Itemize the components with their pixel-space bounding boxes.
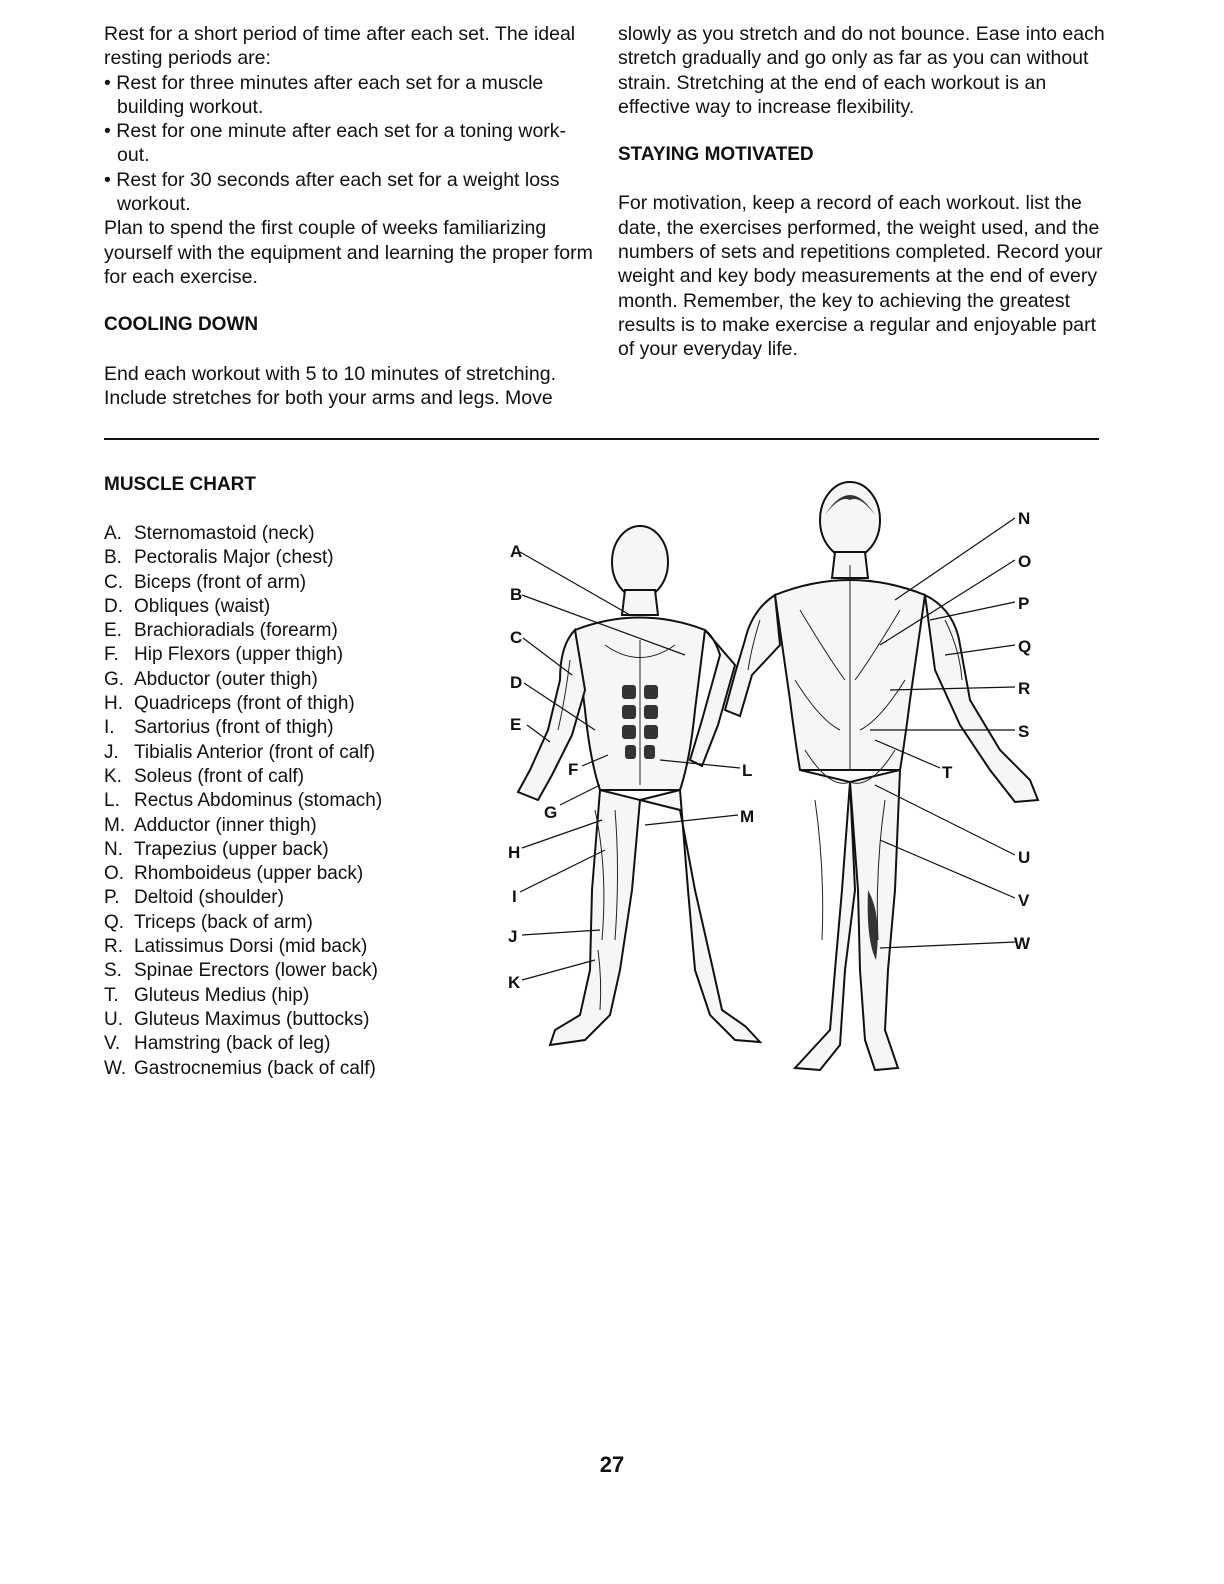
figure-label-s: S [1018,722,1030,741]
figure-label-p: P [1018,594,1030,613]
plan-paragraph: Plan to spend the first couple of weeks familiarizing yourself with the equipment and learning the proper form for each exercise. [104,217,593,288]
figure-labels [508,509,1031,992]
legend-item: O. Rhomboideus (upper back) [104,863,364,885]
legend-item: T. Gluteus Medius (hip) [104,984,310,1006]
stretch-paragraph: slowly as you stretch and do not bounce. Ease into each stretch gradually and go only as far as you can without strain. Stretching at the end of each workout is an effective way to increase flexibility. [618,23,1105,118]
legend-item: A. Sternomastoid (neck) [104,523,315,544]
legend-item: W. Gastrocnemius (back of calf) [104,1057,376,1079]
figure-label-r: R [1018,679,1031,698]
legend-item: B. Pectoralis Major (chest) [104,547,334,569]
legend-item: U. Gluteus Maximus (buttocks) [104,1008,370,1030]
legend-item: D. Obliques (waist) [104,595,271,617]
cooling-down-heading: COOLING DOWN [104,314,259,336]
back-body-figure [725,482,1038,1070]
legend-item: S. Spinae Erectors (lower back) [104,960,378,982]
figure-label-d: D [510,673,523,692]
rest-bullet-toning: • Rest for one minute after each set for a toning work- out. [104,120,567,167]
figure-label-t: T [942,763,953,782]
figure-label-v: V [1018,891,1030,910]
legend-item: V. Hamstring (back of leg) [104,1033,331,1055]
legend-item: F. Hip Flexors (upper thigh) [104,644,344,666]
figure-label-h: H [508,843,521,862]
legend-item: E. Brachioradials (forearm) [104,620,338,642]
legend-item: J. Tibialis Anterior (front of calf) [104,741,376,763]
legend-item: C. Biceps (front of arm) [104,571,307,593]
motivation-paragraph: For motivation, keep a record of each workout. list the date, the exercises performed, the weight used, and the numbers of sets and repetitions completed. Record your weight and key body measurements at the end of every month. Remember, the key to achieving the greatest results is to make exercise a regular and enjoyable part of your everyday life. [618,192,1103,361]
legend-item: R. Latissimus Dorsi (mid back) [104,936,368,958]
figure-label-m: M [740,807,755,826]
figure-label-k: K [508,973,521,992]
figure-label-b: B [510,585,523,604]
legend-item: G. Abductor (outer thigh) [104,668,318,690]
figure-label-g: G [544,803,558,822]
rest-bullet-weight-loss: • Rest for 30 seconds after each set for a weight loss workout. [104,168,560,216]
rest-intro: Rest for a short period of time after each set. The ideal resting periods are: [104,23,576,70]
figure-label-j: J [508,927,518,946]
right-column [618,22,1108,362]
legend-item: I. Sartorius (front of thigh) [104,717,334,739]
figure-label-c: C [510,628,523,647]
figure-label-l: L [742,761,753,780]
legend-item: L. Rectus Abdominus (stomach) [104,790,383,812]
legend-item: M. Adductor (inner thigh) [104,814,317,836]
figure-label-f: F [568,760,579,779]
cooling-down-text: End each workout with 5 to 10 minutes of stretching. Include stretches for both your arms and legs. Move [104,362,556,409]
legend-item: N. Trapezius (upper back) [104,838,329,860]
figure-label-i: I [512,887,517,906]
muscle-chart-heading: MUSCLE CHART [104,474,256,495]
figure-label-e: E [510,715,522,734]
left-column [104,22,594,410]
muscle-figure-illustration [490,470,1070,1090]
muscle-legend [104,522,382,1081]
figure-label-w: W [1014,934,1031,953]
rest-bullet-muscle: • Rest for three minutes after each set for a muscle building workout. [104,71,544,118]
figure-label-q: Q [1018,637,1032,656]
page-number: 27 [599,1452,625,1477]
section-divider [104,438,1099,440]
legend-item: P. Deltoid (shoulder) [104,887,284,909]
figure-label-a: A [510,542,523,561]
legend-item: K. Soleus (front of calf) [104,765,305,787]
staying-motivated-heading: STAYING MOTIVATED [618,144,814,166]
front-body-figure [518,526,760,1045]
figure-label-u: U [1018,848,1031,867]
legend-item: Q. Triceps (back of arm) [104,911,313,933]
figure-label-n: N [1018,509,1031,528]
figure-label-o: O [1018,552,1032,571]
legend-item: H. Quadriceps (front of thigh) [104,693,355,715]
